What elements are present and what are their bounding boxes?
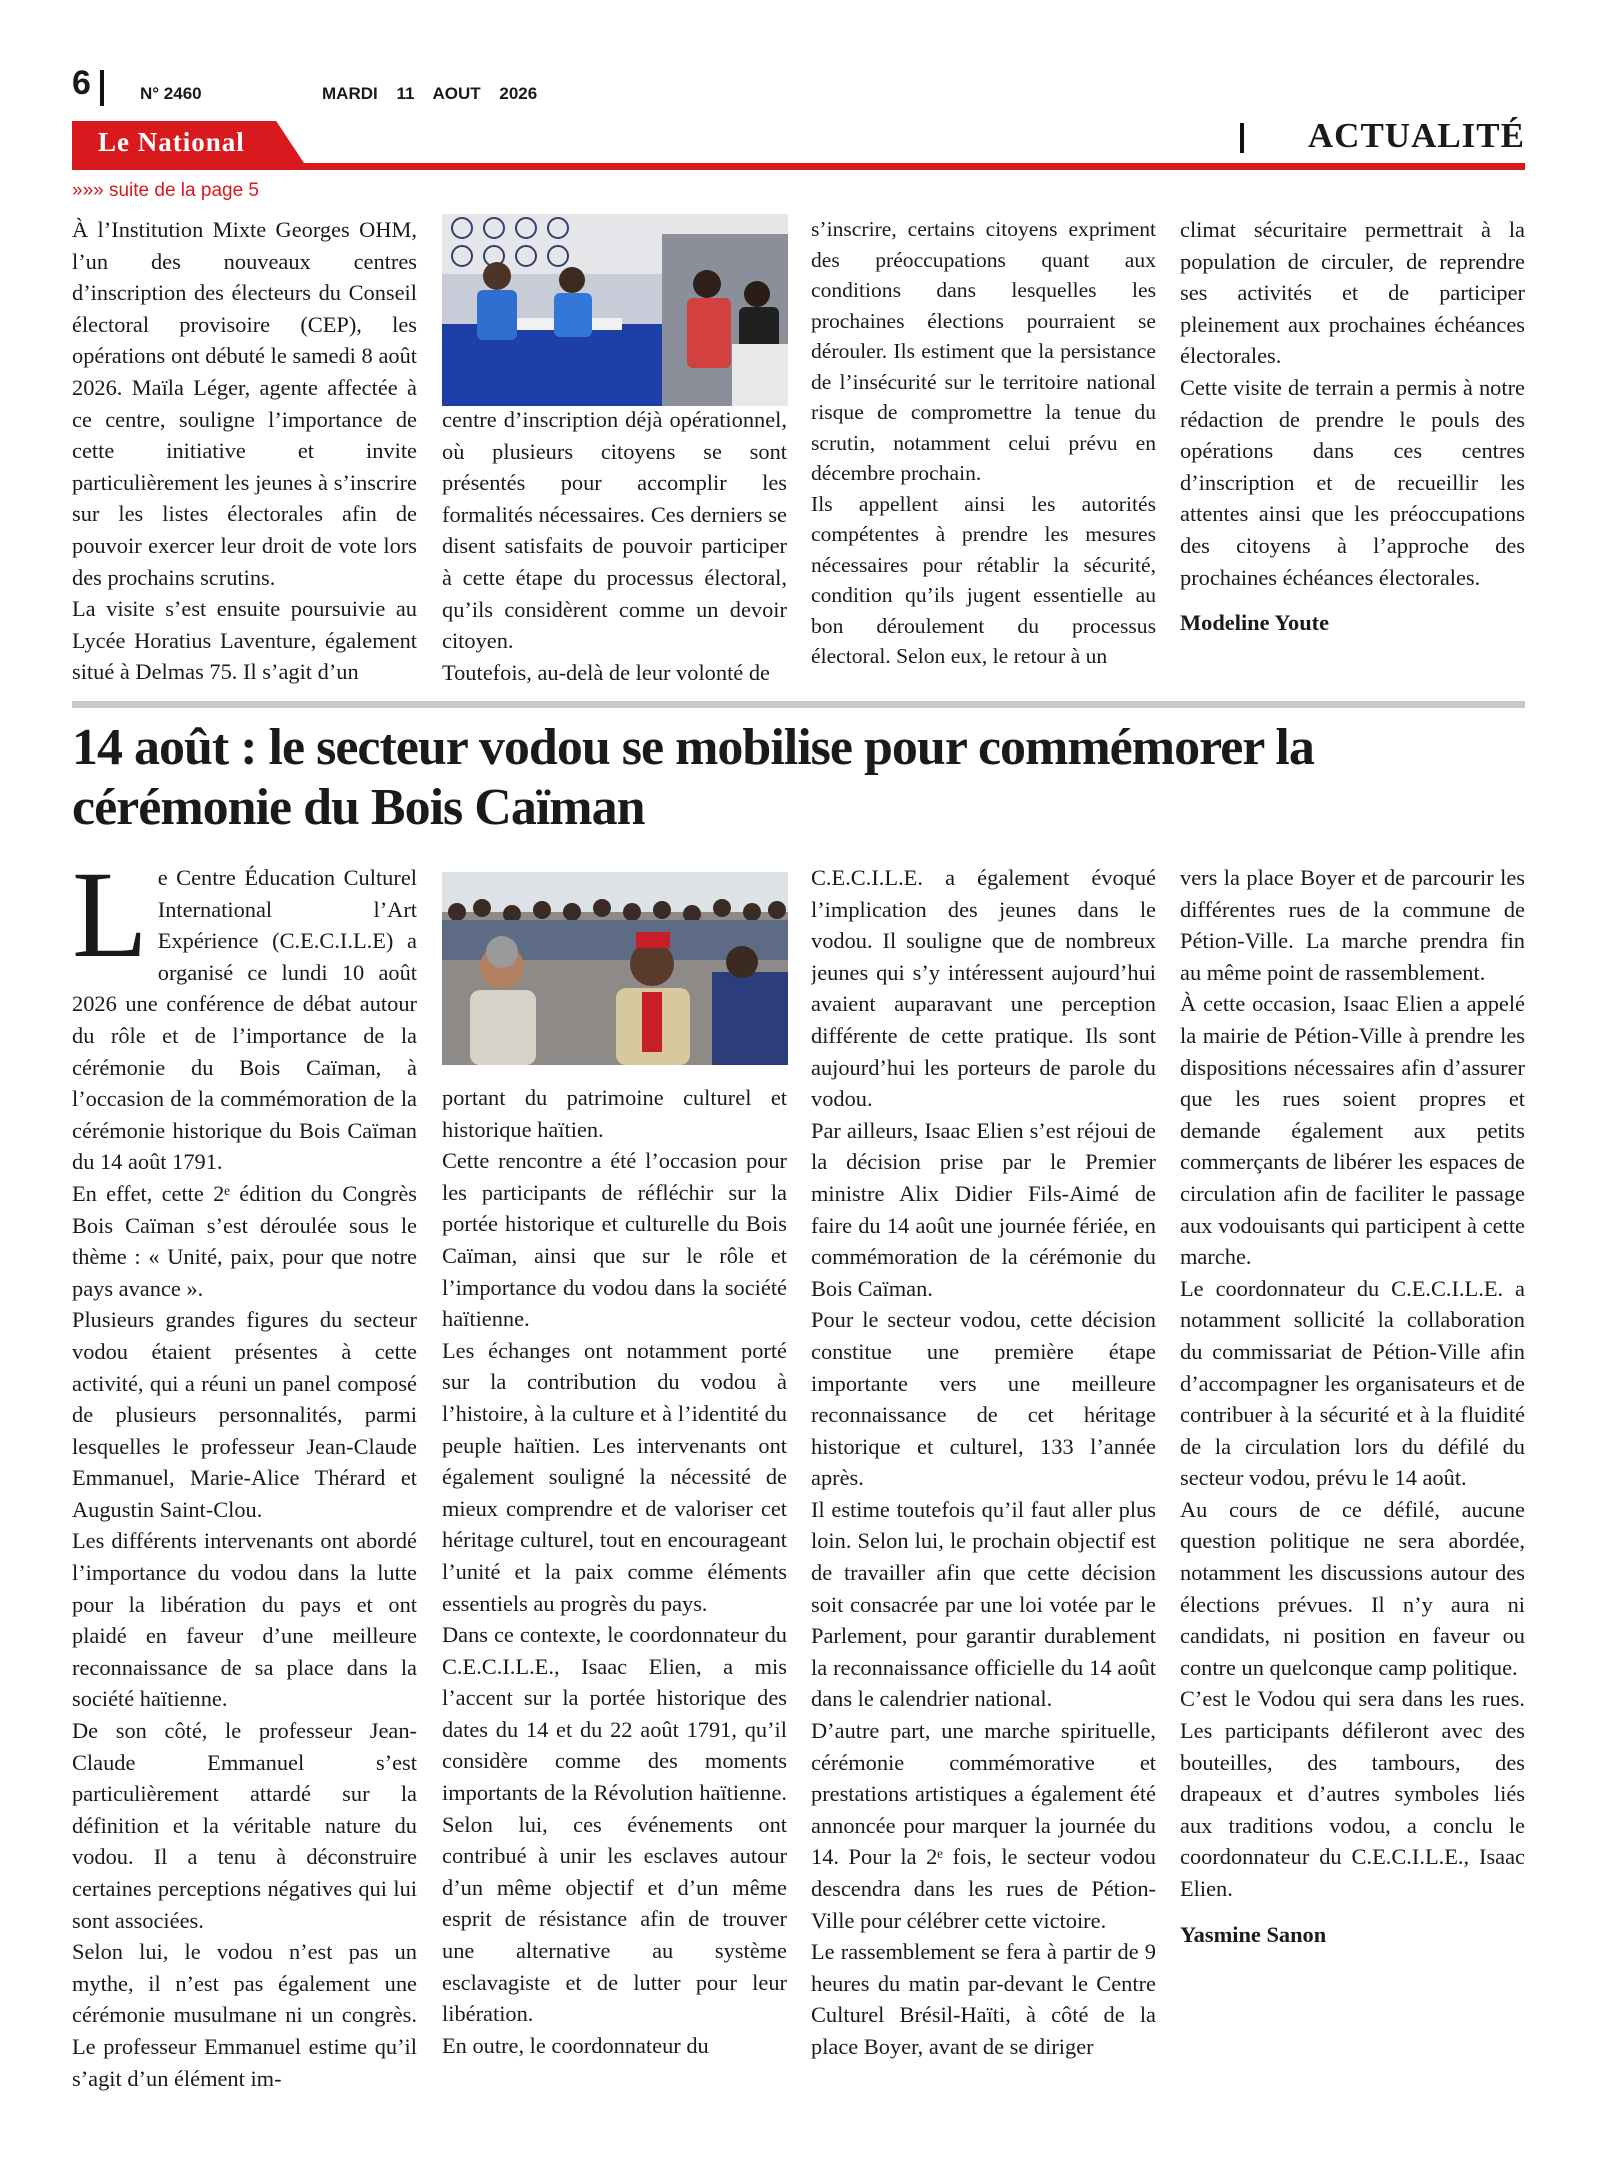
byline: Yasmine Sanon (1180, 1921, 1327, 1947)
paragraph: Les différents intervenants ont abordé l’importance du vodou dans la lutte pour la libération du pays et ont plaidé en faveur d’une meilleure reconnaissance de sa place dans la société haïtienne. (72, 1528, 417, 1712)
paragraph: Ils appellent ainsi les autorités compétentes à prendre les mesures nécessaires pour rétablir la sécurité, condition qu’ils jugent essentielle au bon déroulement du processus électoral. Selon eux, le retour à un (811, 491, 1156, 668)
paragraph: À l’Institution Mixte Georges OHM, l’un des nouveaux centres d’inscription des électeurs du Conseil électoral provisoire (CEP), les opérations ont débuté le samedi 8 août 2026. Maïla Léger, agente affectée à ce centre, souligne l’importance de cette initiative et invite particulièrement les jeunes à s’inscrire sur les listes électorales afin de pouvoir exercer leur droit de vote lors des prochains scrutins. (72, 217, 417, 590)
paragraph: s’inscrire, certains citoyens expriment des préoccupations quant aux conditions dans lesquelles les prochaines élections pourraient se dérouler. Ils estiment que la persistance de l’insécurité sur le territoire national risque de compromettre la tenue du scrutin, notamment celui prévu en décembre prochain. (811, 217, 1156, 485)
article2-column-2 (442, 1082, 787, 2102)
article1-column-4 (1180, 214, 1525, 694)
byline: Modeline Youte (1180, 610, 1330, 636)
article-divider (72, 701, 1525, 708)
section-divider (1240, 123, 1244, 153)
paragraph: Cette rencontre a été l’occasion pour les participants de réfléchir sur la portée historique et culturelle du Bois Caïman, ainsi que sur le rôle et l’importance du vodou dans la société haïtienne. (442, 1148, 787, 1332)
paragraph: Le rassemblement se fera à partir de 9 heures du matin par-devant le Centre Culturel Brésil-Haïti, à côté de la place Boyer, avant de se diriger (811, 1939, 1156, 2059)
paragraph: climat sécuritaire permettrait à la population de circuler, de reprendre ses activités et de participer pleinement aux prochaines échéances électorales. (1180, 217, 1525, 369)
article2-column-3 (811, 862, 1156, 2102)
paragraph: Toutefois, au-delà de leur volonté de (442, 659, 770, 685)
paragraph: Cette visite de terrain a permis à notre rédaction de prendre le pouls des opérations dans ces centres d’inscription et de recueillir les attentes ainsi que les préoccupations des citoyens à l’approche des prochaines échéances électorales. (1180, 374, 1525, 590)
paragraph: C.E.C.I.L.E. a également évoqué l’implication des jeunes dans le vodou. Il souligne que de nombreux jeunes qui s’y intéressent aujourd’hui avaient auparavant une perception différente de cette pratique. Ils sont aujourd’hui les porteurs de parole du vodou. (811, 865, 1156, 1112)
paragraph: Au cours de ce défilé, aucune question politique ne sera abordée, notamment les discussions autour des élections prévues. Il n’y aura ni candidats, ni position en faveur ou contre un quelconque camp politique. (1180, 1496, 1525, 1680)
page-number: 6 (72, 64, 91, 102)
paragraph: De son côté, le professeur Jean-Claude Emmanuel s’est particulièrement attardé sur la définition et la véritable nature du vodou. Il a tenu à déconstruire certaines perceptions négatives qui lui sont associées. (72, 1718, 417, 1933)
article1-column-1 (72, 214, 417, 694)
masthead-logo: Le National (98, 127, 245, 157)
paragraph: D’autre part, une marche spirituelle, cérémonie commémorative et prestations artistiques a également été annoncée pour marquer la journée du 14. Pour la 2ᵉ fois, le secteur vodou descendra dans les rues de Pétion-Ville pour célébrer cette victoire. (811, 1718, 1156, 1933)
paragraph: La visite s’est ensuite poursuivie au Lycée Horatius Laventure, également situé à Delmas 75. Il s’agit d’un (72, 596, 417, 685)
issue-number: N° 2460 (140, 84, 202, 103)
paragraph: Dans ce contexte, le coordonnateur du C.E.C.I.L.E., Isaac Elien, a mis l’accent sur la portée historique des dates du 14 et du 22 août 1791, qu’il considère comme des moments importants de la Révolution haïtienne. Selon lui, ces événements ont contribué à unir les esclaves autour d’un même objectif et d’un même esprit de résistance afin de trouver une alternative au système esclavagiste et de lutter pour leur libération. (442, 1622, 787, 2027)
paragraph: À cette occasion, Isaac Elien a appelé la mairie de Pétion-Ville à prendre les dispositions nécessaires afin d’assurer que les rues soient propres et demande également aux petits commerçants de libérer les espaces de circulation afin de faciliter le passage aux vodouisants qui participent à cette marche. (1180, 991, 1525, 1270)
paragraph: C’est le Vodou qui sera dans les rues. Les participants défileront avec des bouteilles, des tambours, des drapeaux et d’autres symboles liés aux traditions vodou, a conclu le coordonnateur du C.E.C.I.L.E., Isaac Elien. (1180, 1686, 1525, 1901)
paragraph: centre d’inscription déjà opérationnel, où plusieurs citoyens se sont présentés pour accomplir les formalités nécessaires. Ces derniers se disent satisfaits de pouvoir participer à cette étape du processus électoral, qu’ils considèrent comme un devoir citoyen. (442, 407, 787, 654)
paragraph: Le coordonnateur du C.E.C.I.L.E. a notamment sollicité la collaboration du commissariat de Pétion-Ville afin d’accompagner les organisateurs et de contribuer à la sécurité et à la fluidité de la circulation lors du défilé du secteur vodou, prévu le 14 août. (1180, 1275, 1525, 1491)
page-number-divider (100, 70, 104, 106)
registration-photo (442, 214, 788, 406)
ceremony-audience-photo (442, 872, 788, 1065)
continuation-note: »»» suite de la page 5 (72, 180, 259, 201)
article-headline: 14 août : le secteur vodou se mobilise pour commémorer la cérémonie du Bois Caïman (72, 719, 1314, 836)
drop-cap: L (72, 862, 148, 983)
article1-column-2 (442, 404, 787, 694)
paragraph: Les échanges ont notamment porté sur la contribution du vodou à l’histoire, à la culture et à l’identité du peuple haïtien. Les intervenants ont également souligné la nécessité de mieux comprendre et de valoriser cet héritage culturel, tout en encourageant l’unité et la paix comme éléments essentiels au progrès du pays. (442, 1337, 787, 1616)
article2-column-1 (72, 862, 417, 2102)
paragraph: Le Centre Éducation Culturel International l’Art Expérience (C.E.C.I.L.E) a organisé ce lundi 10 août 2026 une conférence de débat autour du rôle et de l’importance de la cérémonie du Bois Caïman, à l’occasion de la commémoration de la cérémonie historique du Bois Caïman du 14 août 1791. (72, 862, 417, 1175)
paragraph: portant du patrimoine culturel et historique haïtien. (442, 1085, 787, 1142)
paragraph: vers la place Boyer et de parcourir les différentes rues de la commune de Pétion-Ville. La marche prendra fin au même point de rassemblement. (1180, 865, 1525, 985)
paragraph: Pour le secteur vodou, cette décision constitue une première étape importante vers une meilleure reconnaissance de cet héritage historique et culturel, 133 l’année après. (811, 1307, 1156, 1491)
paragraph: Selon lui, le vodou n’est pas un mythe, il n’est pas également une cérémonie musulmane ni un congrès. Le professeur Emmanuel estime qu’il s’agit d’un élément im- (72, 1939, 417, 2091)
paragraph: En outre, le coordonnateur du (442, 2032, 709, 2058)
article2-column-4 (1180, 862, 1525, 2102)
article1-column-3 (811, 214, 1156, 694)
issue-date: MARDI 11 AOUT 2026 (322, 84, 538, 103)
paragraph: Plusieurs grandes figures du secteur vodou étaient présentes à cette activité, qui a réuni un panel composé de plusieurs personnalités, parmi lesquelles le professeur Jean-Claude Emmanuel, Marie-Alice Thérard et Augustin Saint-Clou. (72, 1307, 417, 1522)
paragraph: En effet, cette 2ᵉ édition du Congrès Bois Caïman s’est déroulée sous le thème : « Unité, paix, pour que notre pays avance ». (72, 1180, 417, 1301)
section-title: ACTUALITÉ (1307, 116, 1525, 155)
paragraph: Par ailleurs, Isaac Elien s’est réjoui de la décision prise par le Premier ministre Alix Didier Fils-Aimé de faire du 14 août une journée fériée, en commémoration de la cérémonie du Bois Caïman. (811, 1117, 1156, 1301)
paragraph: Il estime toutefois qu’il faut aller plus loin. Selon lui, le prochain objectif est de travailler afin que cette décision soit consacrée par une loi votée par le Parlement, pour garantir durablement la reconnaissance officielle du 14 août dans le calendrier national. (811, 1496, 1156, 1712)
